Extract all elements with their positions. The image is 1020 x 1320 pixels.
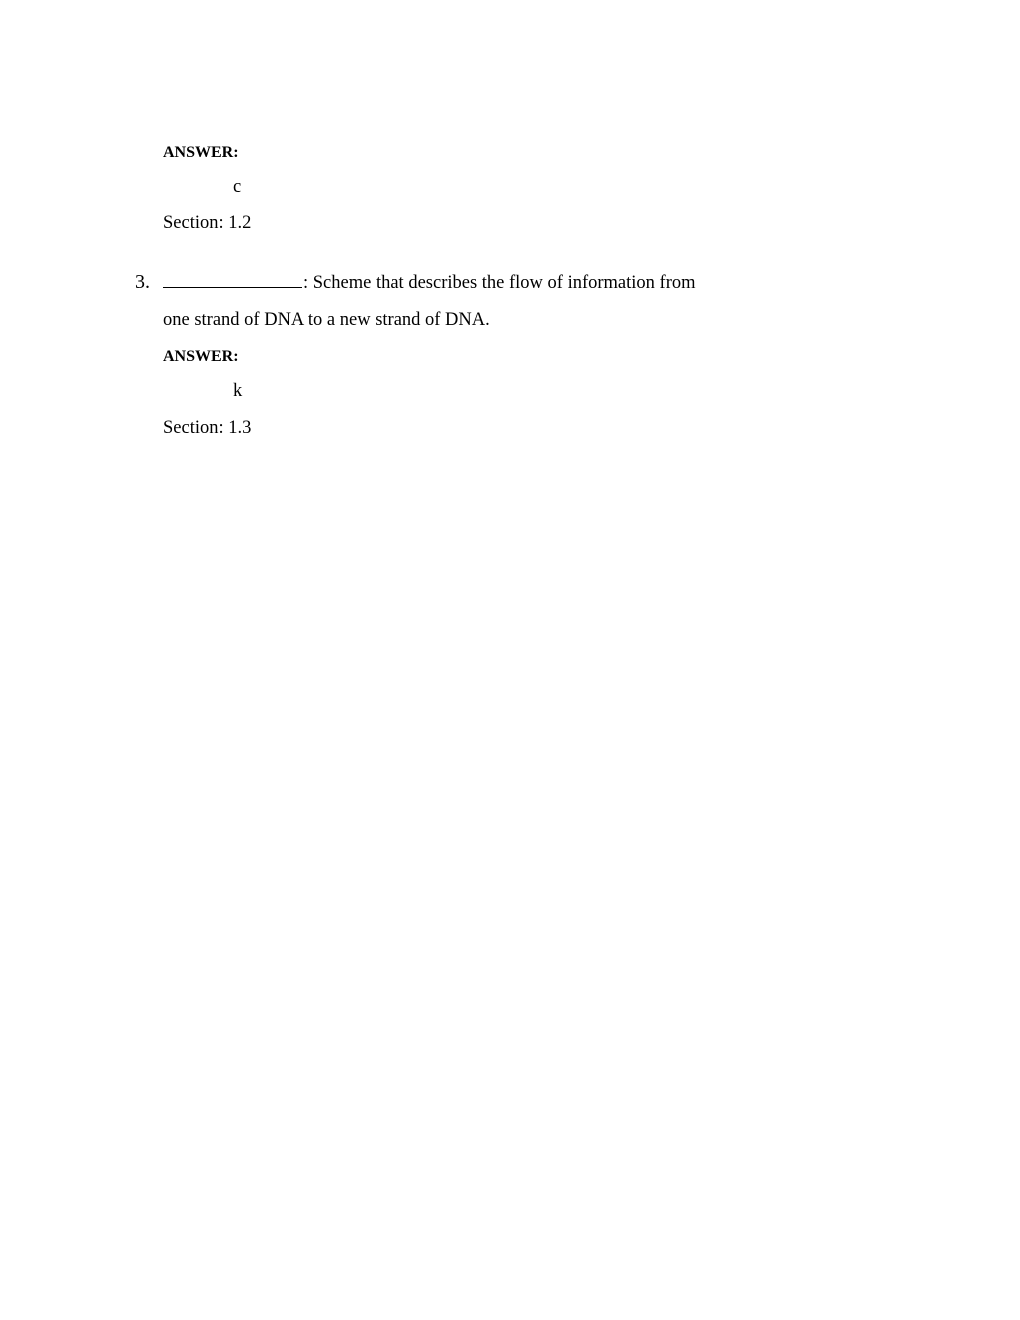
question-prompt-line-1	[163, 273, 696, 294]
section-reference: Section: 1.2	[163, 213, 252, 233]
answer-value: k	[233, 381, 243, 401]
answer-value: c	[233, 177, 242, 197]
question-number: 3.	[135, 271, 150, 293]
question-prompt-text: : Scheme that describes the flow of information from	[303, 273, 696, 293]
answer-label: ANSWER:	[163, 348, 239, 365]
fill-in-blank	[163, 286, 302, 288]
question-prompt-line-2: one strand of DNA to a new strand of DNA.	[163, 310, 490, 330]
answer-label: ANSWER:	[163, 144, 239, 161]
section-reference: Section: 1.3	[163, 418, 252, 438]
